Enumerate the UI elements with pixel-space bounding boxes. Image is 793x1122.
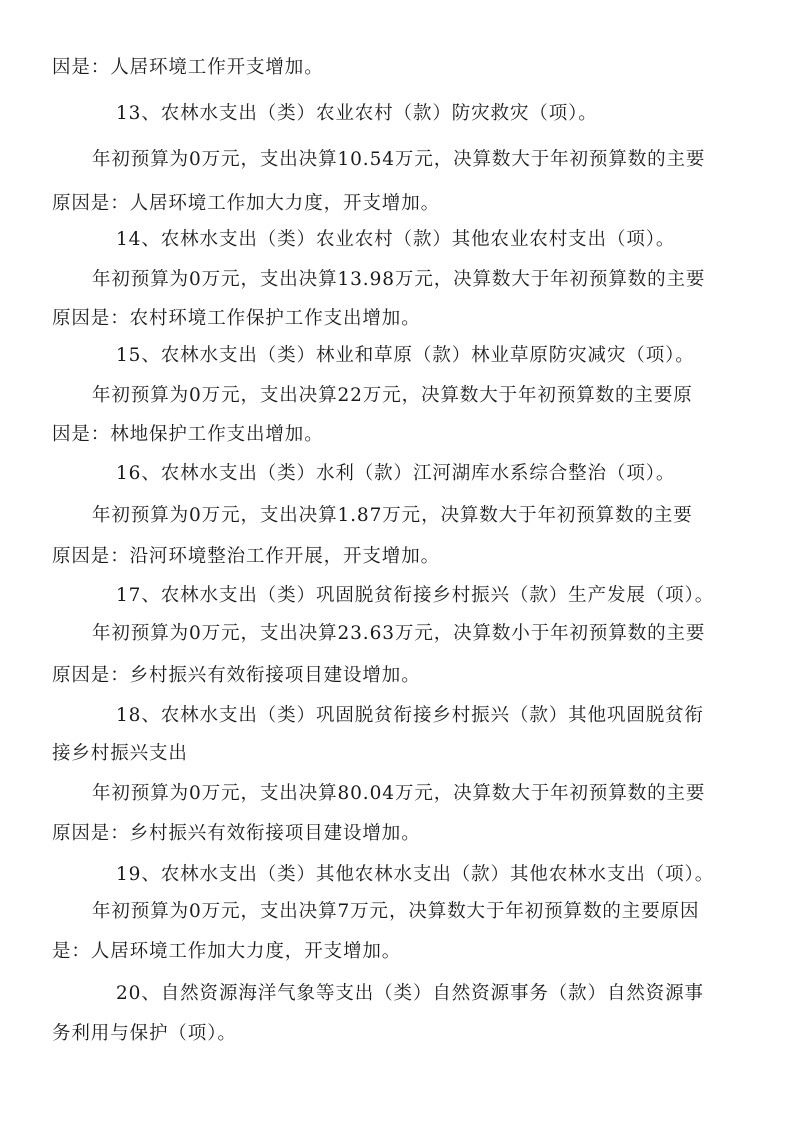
paragraph-line: 因是：人居环境工作开支增加。 <box>52 57 324 78</box>
paragraph-line: 年初预算为0万元，支出决算1.87万元，决算数大于年初预算数的主要 <box>92 505 693 526</box>
paragraph-line: 因是：林地保护工作支出增加。 <box>52 424 324 445</box>
paragraph-line: 年初预算为0万元，支出决算7万元，决算数大于年初预算数的主要原因 <box>92 901 700 922</box>
section-heading: 14、农林水支出（类）农业农村（款）其他农业农村支出（项）。 <box>116 229 676 250</box>
paragraph-line: 年初预算为0万元，支出决算23.63万元，决算数小于年初预算数的主要 <box>92 623 706 644</box>
paragraph-line: 年初预算为0万元，支出决算13.98万元，决算数大于年初预算数的主要 <box>92 269 706 290</box>
section-heading-continued: 接乡村振兴支出 <box>52 743 188 764</box>
section-heading: 15、农林水支出（类）林业和草原（款）林业草原防灾减灾（项）。 <box>116 345 695 366</box>
section-heading: 18、农林水支出（类）巩固脱贫衔接乡村振兴（款）其他巩固脱贫衔 <box>116 705 704 726</box>
section-heading: 17、农林水支出（类）巩固脱贫衔接乡村振兴（款）生产发展（项）。 <box>116 585 715 606</box>
paragraph-line: 原因是：乡村振兴有效衔接项目建设增加。 <box>52 665 421 686</box>
section-heading: 19、农林水支出（类）其他农林水支出（款）其他农林水支出（项）。 <box>116 864 715 885</box>
paragraph-line: 原因是：乡村振兴有效衔接项目建设增加。 <box>52 823 421 844</box>
paragraph-line: 是：人居环境工作加大力度，开支增加。 <box>52 941 402 962</box>
section-heading-continued: 务利用与保护（项）。 <box>52 1023 237 1044</box>
paragraph-line: 原因是：人居环境工作加大力度，开支增加。 <box>52 193 441 214</box>
paragraph-line: 原因是：沿河环境整治工作开展，开支增加。 <box>52 546 441 567</box>
section-heading: 16、农林水支出（类）水利（款）江河湖库水系综合整治（项）。 <box>116 463 676 484</box>
section-heading: 13、农林水支出（类）农业农村（款）防灾救灾（项）。 <box>116 103 598 124</box>
paragraph-line: 年初预算为0万元，支出决算80.04万元，决算数大于年初预算数的主要 <box>92 783 706 804</box>
paragraph-line: 原因是：农村环境工作保护工作支出增加。 <box>52 308 421 329</box>
section-heading: 20、自然资源海洋气象等支出（类）自然资源事务（款）自然资源事 <box>116 983 704 1004</box>
paragraph-line: 年初预算为0万元，支出决算10.54万元，决算数大于年初预算数的主要 <box>92 149 706 170</box>
paragraph-line: 年初预算为0万元，支出决算22万元，决算数大于年初预算数的主要原 <box>92 385 693 406</box>
